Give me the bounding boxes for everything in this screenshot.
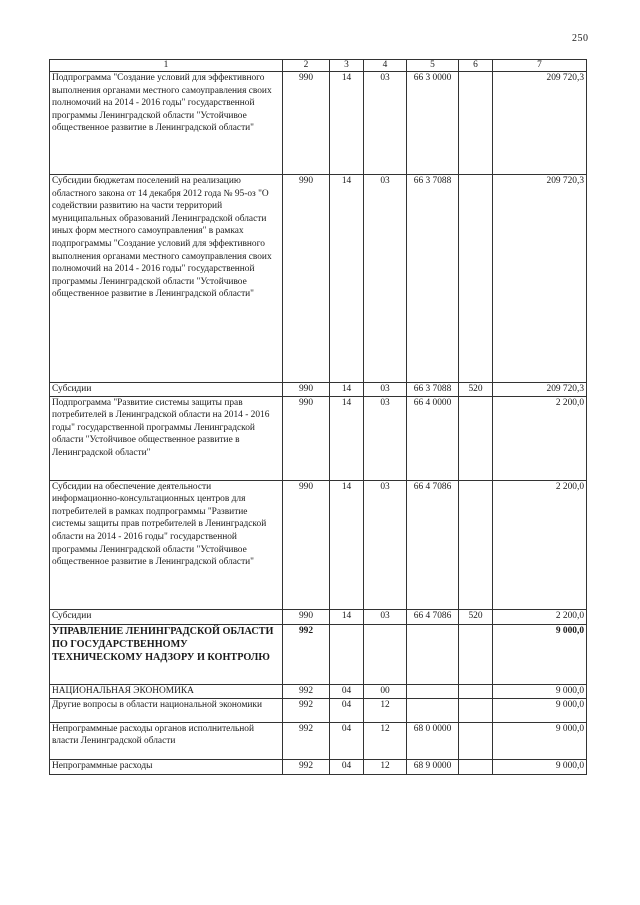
cell-target-article: 68 9 0000 bbox=[407, 759, 459, 774]
cell-subsection: 03 bbox=[364, 480, 407, 609]
cell-name: Субсидии бюджетам поселений на реализацию областного закона от 14 декабря 2012 года № 95-оз "О содействии развитию на части территорий муниципальных образований Ленинградской области иных форм местного самоуправления" в рамках подпрограммы "Создание условий для эффективного выполнения органами местного самоуправления своих полномочий на 2014 - 2016 годы" государственной программы Ленинградской области "Устойчивое общественное развитие в Ленинградской области" bbox=[50, 175, 283, 383]
cell-amount: 9 000,0 bbox=[493, 759, 587, 774]
cell-admin-code: 990 bbox=[283, 609, 330, 624]
cell-amount: 2 200,0 bbox=[493, 396, 587, 480]
cell-name: Субсидии bbox=[50, 609, 283, 624]
cell-amount: 2 200,0 bbox=[493, 480, 587, 609]
cell-amount: 9 000,0 bbox=[493, 624, 587, 684]
cell-admin-code: 990 bbox=[283, 72, 330, 175]
cell-section: 14 bbox=[330, 396, 364, 480]
cell-subsection: 03 bbox=[364, 72, 407, 175]
header-col-2: 2 bbox=[283, 60, 330, 72]
cell-target-article: 66 4 7086 bbox=[407, 609, 459, 624]
cell-subsection: 03 bbox=[364, 396, 407, 480]
cell-expense-type: 520 bbox=[459, 383, 493, 397]
table-row bbox=[50, 684, 587, 698]
cell-section bbox=[330, 624, 364, 684]
cell-name: НАЦИОНАЛЬНАЯ ЭКОНОМИКА bbox=[50, 684, 283, 698]
table-row bbox=[50, 396, 587, 480]
cell-target-article: 66 4 0000 bbox=[407, 396, 459, 480]
table-header-row bbox=[50, 60, 587, 72]
cell-target-article bbox=[407, 698, 459, 722]
cell-expense-type: 520 bbox=[459, 609, 493, 624]
cell-admin-code: 990 bbox=[283, 383, 330, 397]
cell-amount: 209 720,3 bbox=[493, 175, 587, 383]
cell-amount: 209 720,3 bbox=[493, 72, 587, 175]
cell-subsection: 12 bbox=[364, 722, 407, 759]
cell-subsection: 12 bbox=[364, 698, 407, 722]
table-row bbox=[50, 624, 587, 684]
cell-target-article: 66 3 7088 bbox=[407, 383, 459, 397]
table-row bbox=[50, 759, 587, 774]
cell-amount: 9 000,0 bbox=[493, 684, 587, 698]
cell-section: 14 bbox=[330, 175, 364, 383]
cell-section: 04 bbox=[330, 698, 364, 722]
table-row bbox=[50, 722, 587, 759]
cell-name: Субсидии bbox=[50, 383, 283, 397]
cell-expense-type bbox=[459, 175, 493, 383]
header-col-1: 1 bbox=[50, 60, 283, 72]
cell-section: 04 bbox=[330, 759, 364, 774]
header-col-6: 6 bbox=[459, 60, 493, 72]
table-row bbox=[50, 480, 587, 609]
cell-admin-code: 990 bbox=[283, 480, 330, 609]
cell-subsection bbox=[364, 624, 407, 684]
cell-expense-type bbox=[459, 396, 493, 480]
cell-expense-type bbox=[459, 698, 493, 722]
table-row bbox=[50, 383, 587, 397]
cell-expense-type bbox=[459, 684, 493, 698]
cell-target-article: 66 3 0000 bbox=[407, 72, 459, 175]
cell-section: 14 bbox=[330, 480, 364, 609]
cell-expense-type bbox=[459, 759, 493, 774]
cell-admin-code: 992 bbox=[283, 722, 330, 759]
cell-subsection: 12 bbox=[364, 759, 407, 774]
cell-section: 04 bbox=[330, 684, 364, 698]
cell-admin-code: 992 bbox=[283, 684, 330, 698]
cell-name: Подпрограмма "Развитие системы защиты прав потребителей в Ленинградской области на 2014 - 2016 годы" государственной программы Ленинградской области "Устойчивое общественное развитие в Ленинградской области" bbox=[50, 396, 283, 480]
header-col-3: 3 bbox=[330, 60, 364, 72]
header-col-7: 7 bbox=[493, 60, 587, 72]
header-col-5: 5 bbox=[407, 60, 459, 72]
cell-expense-type bbox=[459, 72, 493, 175]
cell-admin-code: 992 bbox=[283, 759, 330, 774]
table-row bbox=[50, 175, 587, 383]
cell-expense-type bbox=[459, 722, 493, 759]
budget-table bbox=[49, 59, 587, 775]
cell-subsection: 03 bbox=[364, 175, 407, 383]
cell-section: 14 bbox=[330, 383, 364, 397]
cell-name: Другие вопросы в области национальной экономики bbox=[50, 698, 283, 722]
cell-section: 04 bbox=[330, 722, 364, 759]
cell-expense-type bbox=[459, 624, 493, 684]
cell-name: Подпрограмма "Создание условий для эффективного выполнения органами местного самоуправления своих полномочий на 2014 - 2016 годы" государственной программы Ленинградской области "Устойчивое общественное развитие в Ленинградской области" bbox=[50, 72, 283, 175]
cell-target-article: 66 4 7086 bbox=[407, 480, 459, 609]
cell-amount: 209 720,3 bbox=[493, 383, 587, 397]
cell-amount: 9 000,0 bbox=[493, 722, 587, 759]
cell-expense-type bbox=[459, 480, 493, 609]
table-row bbox=[50, 72, 587, 175]
cell-amount: 2 200,0 bbox=[493, 609, 587, 624]
cell-subsection: 03 bbox=[364, 609, 407, 624]
cell-amount: 9 000,0 bbox=[493, 698, 587, 722]
cell-name: Субсидии на обеспечение деятельности информационно-консультационных центров для потребителей в рамках подпрограммы "Развитие системы защиты прав потребителей в Ленинградской области на 2014 - 2016 годы" государственной программы Ленинградской области "Устойчивое общественное развитие в Ленинградской области" bbox=[50, 480, 283, 609]
cell-admin-code: 992 bbox=[283, 624, 330, 684]
cell-name: Непрограммные расходы органов исполнительной власти Ленинградской области bbox=[50, 722, 283, 759]
cell-name: УПРАВЛЕНИЕ ЛЕНИНГРАДСКОЙ ОБЛАСТИ ПО ГОСУДАРСТВЕННОМУ ТЕХНИЧЕСКОМУ НАДЗОРУ И КОНТРОЛЮ bbox=[50, 624, 283, 684]
cell-subsection: 00 bbox=[364, 684, 407, 698]
cell-section: 14 bbox=[330, 72, 364, 175]
cell-target-article bbox=[407, 624, 459, 684]
page-number: 250 bbox=[572, 33, 589, 44]
cell-admin-code: 990 bbox=[283, 396, 330, 480]
cell-target-article: 68 0 0000 bbox=[407, 722, 459, 759]
table-row bbox=[50, 698, 587, 722]
cell-subsection: 03 bbox=[364, 383, 407, 397]
cell-admin-code: 990 bbox=[283, 175, 330, 383]
cell-section: 14 bbox=[330, 609, 364, 624]
cell-target-article: 66 3 7088 bbox=[407, 175, 459, 383]
cell-admin-code: 992 bbox=[283, 698, 330, 722]
table-row bbox=[50, 609, 587, 624]
cell-name: Непрограммные расходы bbox=[50, 759, 283, 774]
header-col-4: 4 bbox=[364, 60, 407, 72]
cell-target-article bbox=[407, 684, 459, 698]
